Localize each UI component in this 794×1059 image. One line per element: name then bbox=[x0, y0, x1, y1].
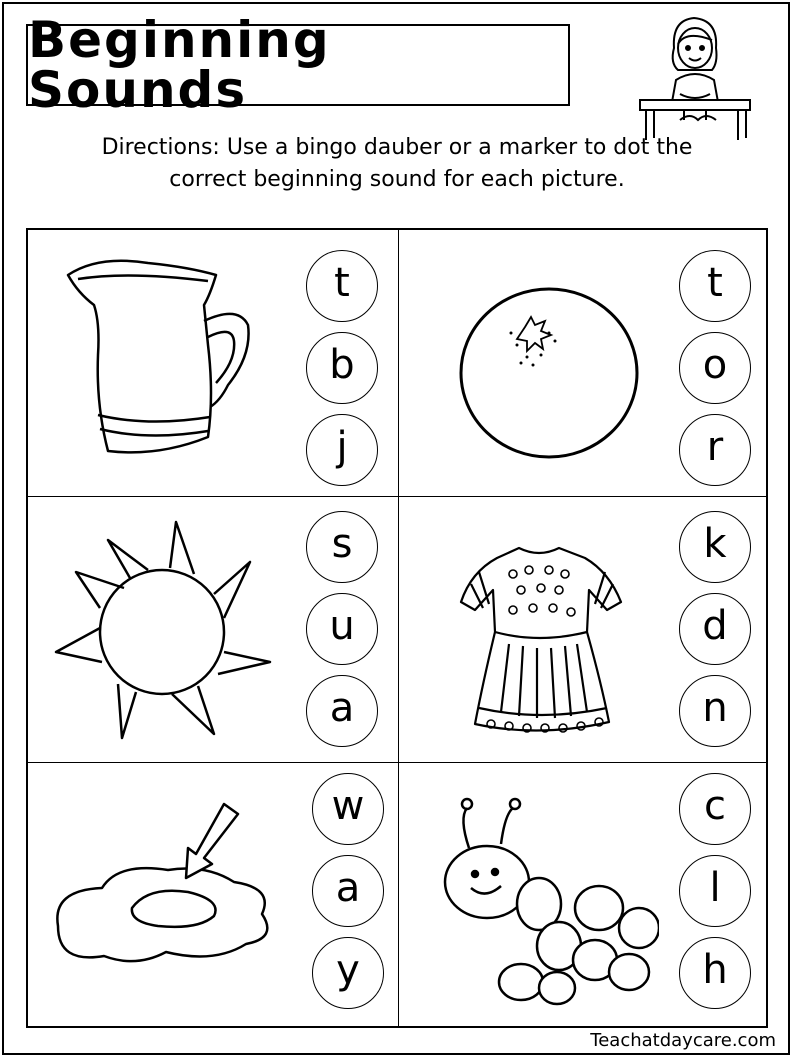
letter-option-l[interactable]: l bbox=[679, 855, 751, 927]
footer-website: Teachatdaycare.com bbox=[590, 1030, 776, 1051]
letter-option-k[interactable]: k bbox=[679, 511, 751, 583]
cell-orange bbox=[399, 230, 768, 496]
letter-option-s[interactable]: s bbox=[306, 511, 378, 583]
letter-option-o[interactable]: o bbox=[679, 332, 751, 404]
letter-option-n[interactable]: n bbox=[679, 675, 751, 747]
cell-pitcher bbox=[28, 230, 397, 496]
letter-option-b[interactable]: b bbox=[306, 332, 378, 404]
orange-icon bbox=[409, 245, 659, 481]
cell-dress bbox=[399, 497, 768, 763]
letter-option-r[interactable]: r bbox=[679, 414, 751, 486]
letter-option-h[interactable]: h bbox=[679, 937, 751, 1009]
page-title: Beginning Sounds bbox=[28, 11, 331, 119]
letter-option-w[interactable]: w bbox=[312, 773, 384, 845]
letter-option-a[interactable]: a bbox=[306, 675, 378, 747]
directions-line-2: correct beginning sound for each picture. bbox=[169, 167, 625, 192]
letter-option-j[interactable]: j bbox=[306, 414, 378, 486]
puddle-icon bbox=[38, 778, 288, 1014]
directions bbox=[40, 132, 754, 196]
pitcher-icon bbox=[38, 245, 288, 481]
letter-option-u[interactable]: u bbox=[306, 593, 378, 665]
letter-option-c[interactable]: c bbox=[679, 773, 751, 845]
cell-caterpillar bbox=[399, 763, 768, 1029]
letter-option-a[interactable]: a bbox=[312, 855, 384, 927]
cell-sun bbox=[28, 497, 397, 763]
dress-icon bbox=[409, 512, 659, 748]
teacher-at-desk-icon bbox=[634, 8, 754, 143]
sun-icon bbox=[38, 512, 288, 748]
letter-option-t[interactable]: t bbox=[306, 250, 378, 322]
caterpillar-icon bbox=[409, 778, 659, 1014]
letter-option-t[interactable]: t bbox=[679, 250, 751, 322]
letter-option-d[interactable]: d bbox=[679, 593, 751, 665]
cell-puddle bbox=[28, 763, 397, 1029]
title-box bbox=[26, 11, 570, 119]
worksheet-grid bbox=[26, 228, 768, 1028]
letter-option-y[interactable]: y bbox=[312, 937, 384, 1009]
directions-line-1: Directions: Use a bingo dauber or a marker to dot the bbox=[101, 135, 693, 160]
